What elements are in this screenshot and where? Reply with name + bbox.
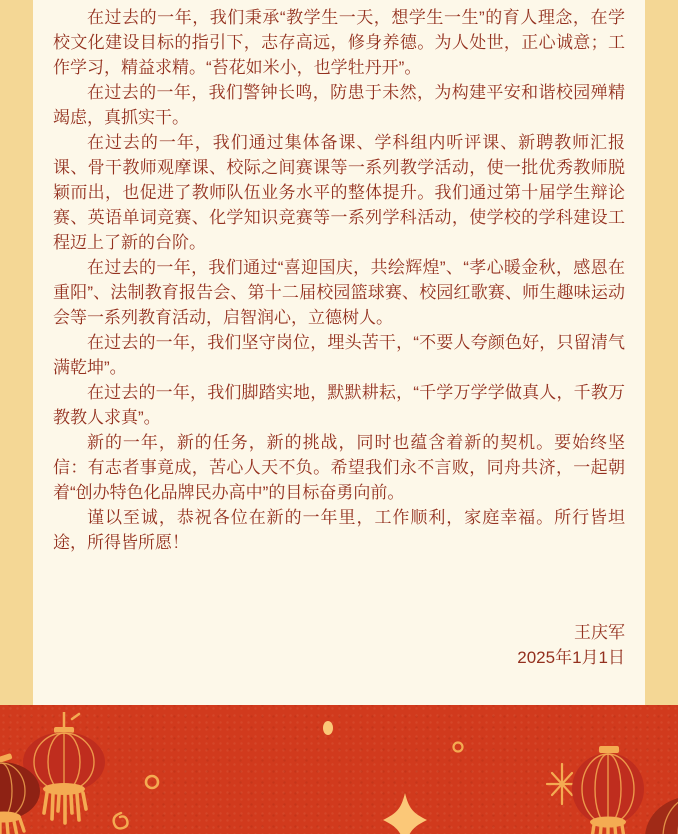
signature: 王庆军 <box>574 623 625 642</box>
letter-paragraph: 在过去的一年，我们通过集体备课、学科组内听评课、新聘教师汇报课、骨干教师观摩课、校际之间赛课等一系列教学活动，使一批优秀教师脱颖而出，也促进了教师队伍业务水平的整体提升。我们通过第十届学生辩论赛、英语单词竞赛、化学知识竞赛等一系列学科活动，使学校的学科建设工程迈上了新的台阶。 <box>53 133 625 252</box>
letter-paragraph: 在过去的一年，我们脚踏实地，默默耕耘，“千学万学学做真人，千教万教教人求真”。 <box>53 383 625 427</box>
letter-paragraph: 在过去的一年，我们警钟长鸣，防患于未然，为构建平安和谐校园殚精竭虑，真抓实干。 <box>53 83 625 127</box>
festive-footer <box>0 705 678 834</box>
letter-paragraph: 在过去的一年，我们通过“喜迎国庆，共绘辉煌”、“孝心暖金秋，感恩在重阳”、法制教育报告会、第十二届校园篮球赛、校园红歌赛、师生趣味运动会等一系列教育活动，启智润心，立德树人。 <box>53 258 625 327</box>
letter-paragraph: 谨以至诚，恭祝各位在新的一年里，工作顺利，家庭幸福。所行皆坦途，所得皆所愿！ <box>53 508 625 552</box>
dark-lantern-right-icon <box>645 789 678 834</box>
gold-ring-left-icon <box>146 776 158 788</box>
letter-paragraph: 在过去的一年，我们秉承“教学生一天，想学生一生”的育人理念，在学校文化建设目标的指引下，志存高远，修身养德。为人处世，正心诚意；工作学习，精益求精。“苔花如米小，也学牡丹开”。 <box>53 8 625 77</box>
letter-date: 2025年1月1日 <box>517 648 625 667</box>
gold-swirl-icon <box>114 813 128 828</box>
red-lantern-right-icon <box>572 746 644 834</box>
gold-dot-icon <box>323 721 333 735</box>
gold-sparkle-icon <box>383 793 427 834</box>
red-lantern-left-icon <box>23 712 105 823</box>
letter-paper <box>33 0 645 705</box>
gold-ring-center-icon <box>454 743 463 752</box>
letter-body <box>53 5 625 555</box>
footer-decorations <box>0 705 678 834</box>
letter-paragraph: 在过去的一年，我们坚守岗位，埋头苦干，“不要人夸颜色好，只留清气满乾坤”。 <box>53 333 625 377</box>
letter-paragraph: 新的一年，新的任务，新的挑战，同时也蕴含着新的契机。要始终坚信：有志者事竟成，苦心人天不负。希望我们永不言败，同舟共济，一起朝着“创办特色化品牌民办高中”的目标奋勇向前。 <box>53 433 625 502</box>
